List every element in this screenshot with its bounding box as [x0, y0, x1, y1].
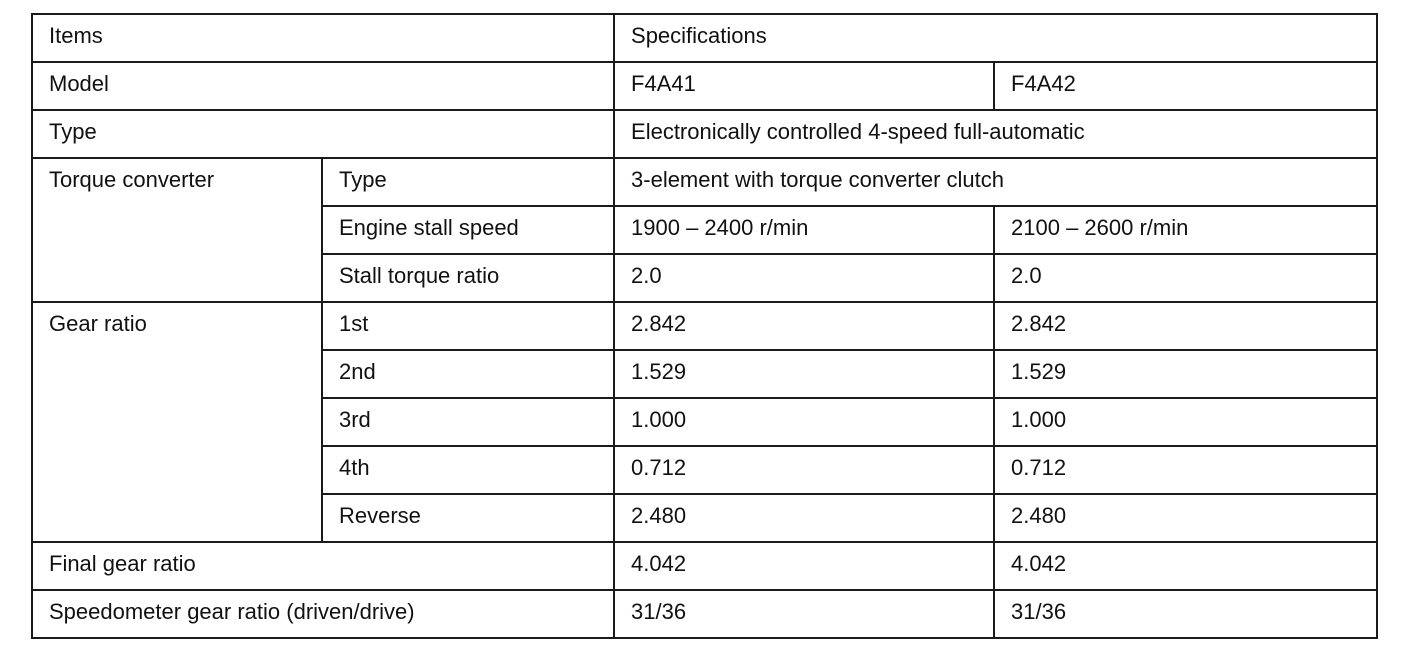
speedometer-b: 31/36: [994, 590, 1377, 638]
gear-label-reverse: Reverse: [322, 494, 614, 542]
gear-4th-b: 0.712: [994, 446, 1377, 494]
model-a: F4A41: [614, 62, 994, 110]
table-row-type: [32, 110, 1377, 158]
stall-torque-a: 2.0: [614, 254, 994, 302]
final-gear-label: Final gear ratio: [32, 542, 614, 590]
stall-torque-b: 2.0: [994, 254, 1377, 302]
gear-reverse-a: 2.480: [614, 494, 994, 542]
table-row-header: [32, 14, 1377, 62]
gear-3rd-a: 1.000: [614, 398, 994, 446]
gear-2nd-a: 1.529: [614, 350, 994, 398]
stall-torque-label: Stall torque ratio: [322, 254, 614, 302]
gear-1st-a: 2.842: [614, 302, 994, 350]
torque-converter-label: Torque converter: [32, 158, 322, 302]
model-b: F4A42: [994, 62, 1377, 110]
tc-type-value: 3-element with torque converter clutch: [614, 158, 1377, 206]
gear-label-2nd: 2nd: [322, 350, 614, 398]
table-row-model: [32, 62, 1377, 110]
stall-speed-a: 1900 – 2400 r/min: [614, 206, 994, 254]
gear-4th-a: 0.712: [614, 446, 994, 494]
gear-3rd-b: 1.000: [994, 398, 1377, 446]
gear-reverse-b: 2.480: [994, 494, 1377, 542]
specifications-table: [31, 13, 1378, 639]
type-label: Type: [32, 110, 614, 158]
gear-ratio-label: Gear ratio: [32, 302, 322, 542]
table-row-gear-1st: [32, 302, 1377, 350]
table-row-speedometer: [32, 590, 1377, 638]
stall-speed-label: Engine stall speed: [322, 206, 614, 254]
speedometer-label: Speedometer gear ratio (driven/drive): [32, 590, 614, 638]
table-row-tc-type: [32, 158, 1377, 206]
gear-label-3rd: 3rd: [322, 398, 614, 446]
table-row-final-gear: [32, 542, 1377, 590]
gear-2nd-b: 1.529: [994, 350, 1377, 398]
stall-speed-b: 2100 – 2600 r/min: [994, 206, 1377, 254]
speedometer-a: 31/36: [614, 590, 994, 638]
gear-label-1st: 1st: [322, 302, 614, 350]
final-gear-b: 4.042: [994, 542, 1377, 590]
tc-type-label: Type: [322, 158, 614, 206]
gear-1st-b: 2.842: [994, 302, 1377, 350]
type-value: Electronically controlled 4-speed full-automatic: [614, 110, 1377, 158]
final-gear-a: 4.042: [614, 542, 994, 590]
gear-label-4th: 4th: [322, 446, 614, 494]
header-items: Items: [32, 14, 614, 62]
model-label: Model: [32, 62, 614, 110]
header-specifications: Specifications: [614, 14, 1377, 62]
